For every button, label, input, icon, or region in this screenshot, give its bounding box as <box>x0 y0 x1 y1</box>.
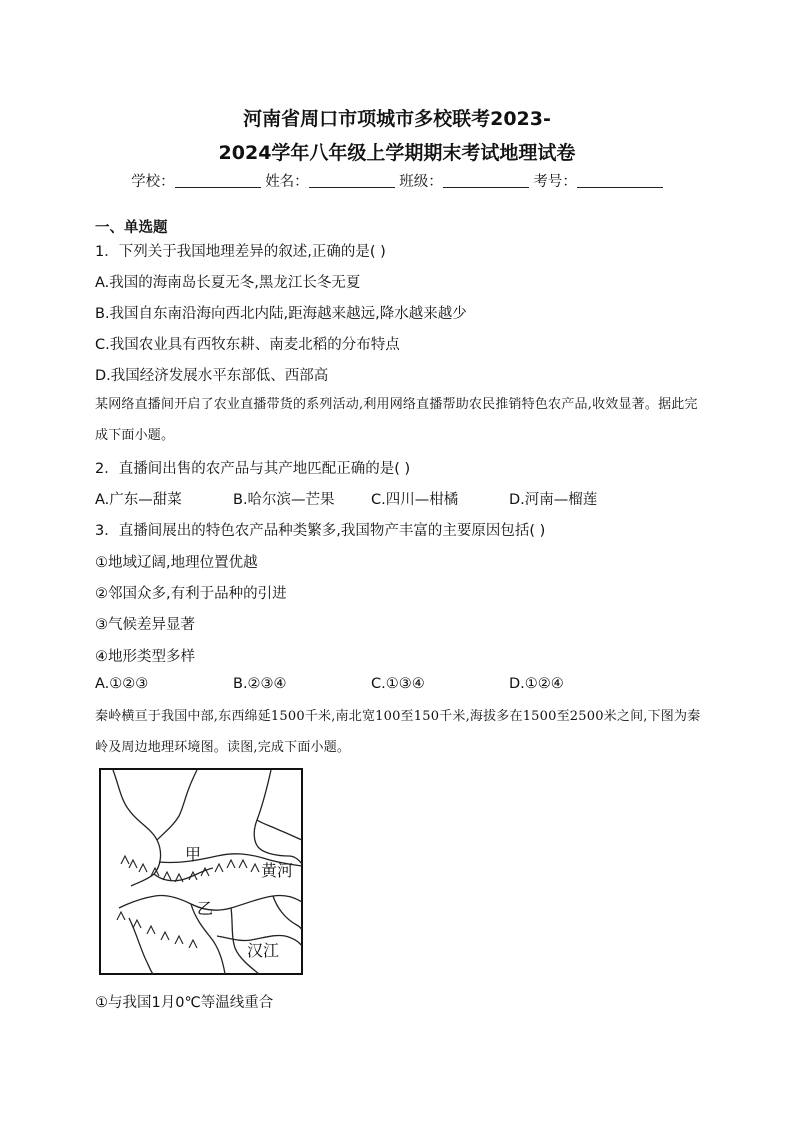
q2-stem: 2．直播间出售的农产品与其产地匹配正确的是( ) <box>95 461 411 477</box>
label-jia: 甲 <box>185 845 202 864</box>
school-blank <box>175 173 261 188</box>
q1-stem: 1．下列关于我国地理差异的叙述,正确的是( ) <box>95 244 386 260</box>
class-blank <box>443 173 529 188</box>
name-label: 姓名： <box>265 174 309 190</box>
q2-option-b: B.哈尔滨—芒果 <box>233 492 335 508</box>
q1-option-a: A.我国的海南岛长夏无冬,黑龙江长冬无夏 <box>95 275 361 291</box>
q3-option-c: C.①③④ <box>371 676 425 692</box>
page-title-line2: 2024学年八年级上学期期末考试地理试卷 <box>218 142 576 164</box>
class-label: 班级： <box>399 174 443 190</box>
section-heading: 一、单选题 <box>95 220 168 236</box>
id-label: 考号： <box>533 174 577 190</box>
material-2: 秦岭横亘于我国中部,东西绵延1500千米,南北宽100至150千米,海拔多在1500至2500米之间,下图为秦岭及周边地理环境图。读图,完成下面小题。 <box>95 709 701 755</box>
label-yi: 乙 <box>197 899 214 918</box>
q3-stem: 3．直播间展出的特色农产品种类繁多,我国物产丰富的主要原因包括( ) <box>95 523 546 539</box>
page-title-line1: 河南省周口市项城市多校联考2023- <box>243 108 551 130</box>
q2-option-c: C.四川—柑橘 <box>371 492 459 508</box>
q1-option-d: D.我国经济发展水平东部低、西部高 <box>95 368 329 384</box>
q2-option-a: A.广东—甜菜 <box>95 492 182 508</box>
q1-option-b: B.我国自东南沿海向西北内陆,距海越来越远,降水越来越少 <box>95 306 467 322</box>
qinling-map <box>99 768 304 976</box>
q3-option-b: B.②③④ <box>233 676 287 692</box>
q4-statement-1: ①与我国1月0℃等温线重合 <box>95 995 274 1011</box>
q3-statement-1: ①地域辽阔,地理位置优越 <box>95 555 258 571</box>
id-blank <box>577 173 663 188</box>
label-huanghe: 黄河 <box>261 861 294 880</box>
name-blank <box>309 173 395 188</box>
q3-statement-2: ②邻国众多,有利于品种的引进 <box>95 586 287 602</box>
q1-option-c: C.我国农业具有西牧东耕、南麦北稻的分布特点 <box>95 337 400 353</box>
q3-statement-4: ④地形类型多样 <box>95 649 195 665</box>
label-hanjiang: 汉江 <box>247 941 280 960</box>
material-1: 某网络直播间开启了农业直播带货的系列活动,利用网络直播帮助农民推销特色农产品,收效显著。据此完成下面小题。 <box>95 397 698 443</box>
q3-option-d: D.①②④ <box>509 676 564 692</box>
student-info-row <box>0 170 794 191</box>
school-label: 学校： <box>131 174 175 190</box>
q2-option-d: D.河南—榴莲 <box>509 492 598 508</box>
q3-option-a: A.①②③ <box>95 676 149 692</box>
q3-statement-3: ③气候差异显著 <box>95 617 195 633</box>
